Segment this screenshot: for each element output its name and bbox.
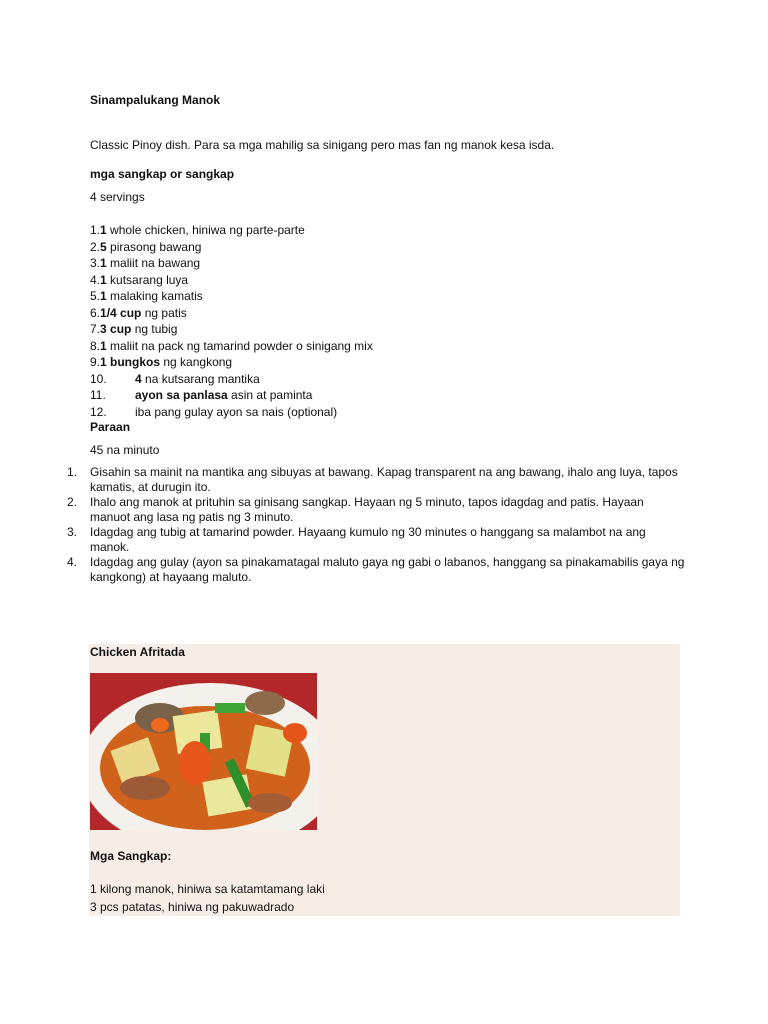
- ingredient-text: ng patis: [141, 305, 187, 320]
- recipe-intro: Classic Pinoy dish. Para sa mga mahilig sa sinigang pero mas fan ng manok kesa isda.: [90, 138, 555, 152]
- ingredient-qty: 1: [100, 256, 107, 270]
- ingredient-number: 12.: [90, 404, 107, 419]
- ingredient-text: pirasong bawang: [106, 239, 202, 254]
- ingredient-text: malaking kamatis: [106, 289, 203, 303]
- ingredient-item: [90, 288, 203, 304]
- ingredient-number: 11.: [90, 388, 106, 402]
- ingredient-qty: 3 cup: [100, 322, 132, 336]
- ingredient-item: [90, 305, 187, 321]
- ingredient-text: na kutsarang mantika: [141, 371, 260, 386]
- ingredient-text: ng tubig: [131, 322, 178, 336]
- list-item: 2. Ihalo ang manok at prituhin sa ginisang sangkap. Hayaan ng 5 minuto, tapos idagdag and patis. Hayaan manuot ang lasa ng patis ng 3 minuto.: [67, 495, 644, 524]
- servings: 4 servings: [90, 190, 145, 204]
- ingredient-qty: 1: [100, 338, 107, 353]
- ingredient-qty: 1: [100, 223, 107, 237]
- ingredient-item: [90, 404, 337, 420]
- ingredient-item: [90, 239, 201, 255]
- ingredient-qty: 1 bungkos: [100, 355, 161, 369]
- ingredient-number: 3.: [90, 256, 101, 270]
- list-item: 1. Gisahin sa mainit na mantika ang sibuyas at bawang. Kapag transparent na ang bawang, ihalo ang luya, tapos kamatis, at durugin ito.: [67, 465, 678, 494]
- list-item: 3 pcs patatas, hiniwa ng pakuwadrado: [90, 900, 295, 914]
- list-item: 4. Idagdag ang gulay (ayon sa pinakamatagal maluto gaya ng gabi o labanos, hanggang sa pinakamabilis gaya ng kangkong) at hayaang maluto.: [67, 555, 685, 584]
- ingredient-qty: 4: [135, 371, 142, 386]
- list-item: 3. Idagdag ang tubig at tamarind powder. Hayaang kumulo ng 30 minutes o hanggang sa malambot na ang manok.: [67, 525, 646, 554]
- ingredient-qty: 1: [100, 289, 107, 303]
- ingredient-number: 2.: [90, 239, 101, 254]
- ingredient-text: iba pang gulay ayon sa nais (optional): [135, 404, 338, 419]
- ingredient-text: kutsarang luya: [106, 272, 189, 287]
- ingredient-number: 9.: [90, 355, 101, 369]
- ingredient-qty: 1/4 cup: [100, 305, 142, 320]
- ingredient-text: asin at paminta: [227, 388, 313, 402]
- recipe-title: Sinampalukang Manok: [90, 93, 221, 107]
- ingredient-item: [90, 387, 312, 403]
- ingredient-number: 8.: [90, 338, 101, 353]
- food-image: [90, 673, 317, 830]
- ingredient-item: [90, 255, 200, 271]
- ingredient-item: [90, 338, 373, 354]
- ingredient-qty: ayon sa panlasa: [135, 388, 228, 402]
- recipe2-ingredients-heading: Mga Sangkap:: [90, 849, 172, 863]
- ingredient-item: [90, 222, 305, 238]
- ingredient-number: 4.: [90, 272, 101, 287]
- cook-time: 45 na minuto: [90, 443, 160, 457]
- ingredient-item: [90, 321, 177, 337]
- steps-list: [67, 465, 687, 585]
- ingredient-item: [90, 354, 232, 370]
- method-heading: Paraan: [90, 420, 131, 434]
- ingredient-text: maliit na bawang: [106, 256, 201, 270]
- ingredient-number: 6.: [90, 305, 101, 320]
- ingredient-text: maliit na pack ng tamarind powder o sinigang mix: [106, 338, 373, 353]
- ingredient-qty: 1: [100, 272, 107, 287]
- ingredient-qty: 5: [100, 239, 107, 254]
- ingredients-heading: mga sangkap or sangkap: [90, 167, 235, 181]
- ingredient-item: [90, 272, 188, 288]
- ingredient-text: ng kangkong: [160, 355, 233, 369]
- list-item: 1 kilong manok, hiniwa sa katamtamang laki: [90, 882, 325, 896]
- ingredient-number: 7.: [90, 322, 101, 336]
- afritada-photo: [90, 673, 317, 830]
- ingredient-number: 10.: [90, 371, 107, 386]
- ingredient-number: 5.: [90, 289, 101, 303]
- ingredient-item: [90, 371, 260, 387]
- ingredient-number: 1.: [90, 223, 101, 237]
- ingredient-text: whole chicken, hiniwa ng parte-parte: [106, 223, 305, 237]
- recipe2-title: Chicken Afritada: [90, 645, 185, 659]
